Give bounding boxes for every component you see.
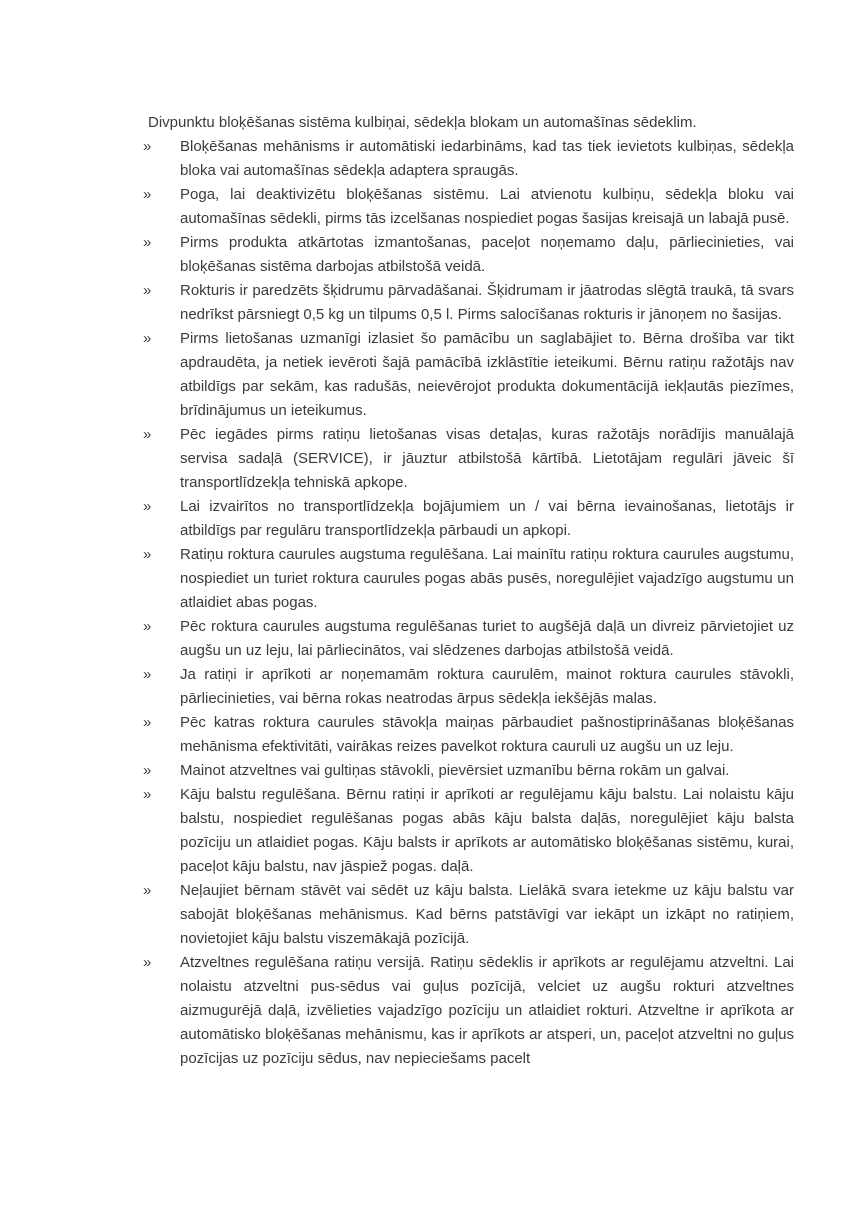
list-item <box>143 423 794 495</box>
list-item <box>143 543 794 615</box>
list-item-text: Pirms produkta atkārtotas izmantošanas, paceļot noņemamo daļu, pārliecinieties, vai bloķēšanas sistēma darbojas atbilstošā veidā. <box>180 234 794 275</box>
list-item-text: Pirms lietošanas uzmanīgi izlasiet šo pamācību un saglabājiet to. Bērna drošība var tikt apdraudēta, ja netiek ievēroti šajā pamācībā izklāstītie ieteikumi. Bērnu ratiņu ražotājs nav atbildīgs par sekām, kas radušās, neievērojot produkta dokumentācijā iekļautās piezīmes, brīdinājumus un ieteikumus. <box>180 330 794 419</box>
list-item <box>143 231 794 279</box>
list-item-text: Pēc katras roktura caurules stāvokļa maiņas pārbaudiet pašnostiprināšanas bloķēšanas mehānisma efektivitāti, vairākas reizes pavelkot roktura cauruli uz augšu un uz leju. <box>180 714 794 755</box>
list-item-text: Ratiņu roktura caurules augstuma regulēšana. Lai mainītu ratiņu roktura caurules augstumu, nospiediet un turiet roktura caurules pogas abās pusēs, noregulējiet vajadzīgo augstumu un atlaidiet abas pogas. <box>180 546 794 611</box>
list-item-text: Ja ratiņi ir aprīkoti ar noņemamām roktura caurulēm, mainot roktura caurules stāvokli, pārliecinieties, vai bērna rokas neatrodas ārpus sēdekļa iekšējās malas. <box>180 666 794 707</box>
bullet-icon: » <box>143 234 152 251</box>
bullet-icon: » <box>143 666 152 683</box>
list-item <box>143 615 794 663</box>
bullet-icon: » <box>143 618 152 635</box>
list-item <box>143 663 794 711</box>
list-item-text: Pēc roktura caurules augstuma regulēšanas turiet to augšējā daļā un divreiz pārvietojiet uz augšu un uz leju, lai pārliecinātos, vai slēdzenes darbojas atbilstošā veidā. <box>180 618 794 659</box>
list-item <box>143 711 794 759</box>
list-item <box>143 135 794 183</box>
list-item <box>143 495 794 543</box>
bullet-icon: » <box>143 138 152 155</box>
bullet-icon: » <box>143 762 152 779</box>
list-item <box>143 327 794 423</box>
list-item <box>143 279 794 327</box>
list-item-text: Neļaujiet bērnam stāvēt vai sēdēt uz kāju balsta. Lielākā svara ietekme uz kāju balstu var sabojāt bloķēšanas mehānismus. Kad bērns patstāvīgi var iekāpt un izkāpt no ratiņiem, novietojiet kāju balstu viszemākajā pozīcijā. <box>180 882 794 947</box>
list-item <box>143 183 794 231</box>
bullet-icon: » <box>143 282 152 299</box>
list-item-text: Mainot atzveltnes vai gultiņas stāvokli, pievērsiet uzmanību bērna rokām un galvai. <box>180 762 730 779</box>
bullet-icon: » <box>143 426 152 443</box>
bullet-icon: » <box>143 954 152 971</box>
list-item <box>143 783 794 879</box>
bullet-icon: » <box>143 714 152 731</box>
list-item <box>143 879 794 951</box>
bullet-icon: » <box>143 186 152 203</box>
list-item-text: Bloķēšanas mehānisms ir automātiski iedarbināms, kad tas tiek ievietots kulbiņas, sēdekļa bloka vai automašīnas sēdekļa adaptera spraugās. <box>180 138 794 179</box>
list-item-text: Lai izvairītos no transportlīdzekļa bojājumiem un / vai bērna ievainošanas, lietotājs ir atbildīgs par regulāru transportlīdzekļa pārbaudi un apkopi. <box>180 498 794 539</box>
list-item-text: Rokturis ir paredzēts šķidrumu pārvadāšanai. Šķidrumam ir jāatrodas slēgtā traukā, tā svars nedrīkst pārsniegt 0,5 kg un tilpums 0,5 l. Pirms salocīšanas rokturis ir jānoņem no šasijas. <box>180 282 794 323</box>
list-item-text: Poga, lai deaktivizētu bloķēšanas sistēmu. Lai atvienotu kulbiņu, sēdekļa bloku vai automašīnas sēdekli, pirms tās izcelšanas nospiediet pogas šasijas kreisajā un labajā pusē. <box>180 186 794 227</box>
list-item <box>143 759 794 783</box>
instruction-list <box>143 135 794 1071</box>
bullet-icon: » <box>143 882 152 899</box>
bullet-icon: » <box>143 546 152 563</box>
bullet-icon: » <box>143 330 152 347</box>
intro-heading: Divpunktu bloķēšanas sistēma kulbiņai, sēdekļa blokam un automašīnas sēdeklim. <box>148 114 697 131</box>
list-item-text: Pēc iegādes pirms ratiņu lietošanas visas detaļas, kuras ražotājs norādījis manuālajā servisa sadaļā (SERVICE), ir jāuztur atbilstošā kārtībā. Lietotājam regulāri jāveic šī transportlīdzekļa tehniskā apkope. <box>180 426 794 491</box>
bullet-icon: » <box>143 498 152 515</box>
list-item <box>143 951 794 1071</box>
list-item-text: Atzveltnes regulēšana ratiņu versijā. Ratiņu sēdeklis ir aprīkots ar regulējamu atzveltni. Lai nolaistu atzveltni pus-sēdus vai guļus pozīcijā, velciet uz augšu rokturi atzveltnes aizmugurējā daļā, izvēlieties vajadzīgo pozīciju un atlaidiet rokturi. Atzveltne ir aprīkota ar automātisko bloķēšanas mehānismu, kas ir aprīkots ar atsperi, un, paceļot atzveltni no guļus pozīcijas uz pozīciju sēdus, nav nepieciešams pacelt <box>180 954 794 1067</box>
bullet-icon: » <box>143 786 152 803</box>
list-item-text: Kāju balstu regulēšana. Bērnu ratiņi ir aprīkoti ar regulējamu kāju balstu. Lai nolaistu kāju balstu, nospiediet regulēšanas pogas abās kāju balsta daļās, noregulējiet kāju balsta pozīciju un atlaidiet pogas. Kāju balsts ir aprīkots ar automātisko bloķēšanas sistēmu, kurai, paceļot kāju balstu, nav jāspiež pogas. daļā. <box>180 786 794 875</box>
